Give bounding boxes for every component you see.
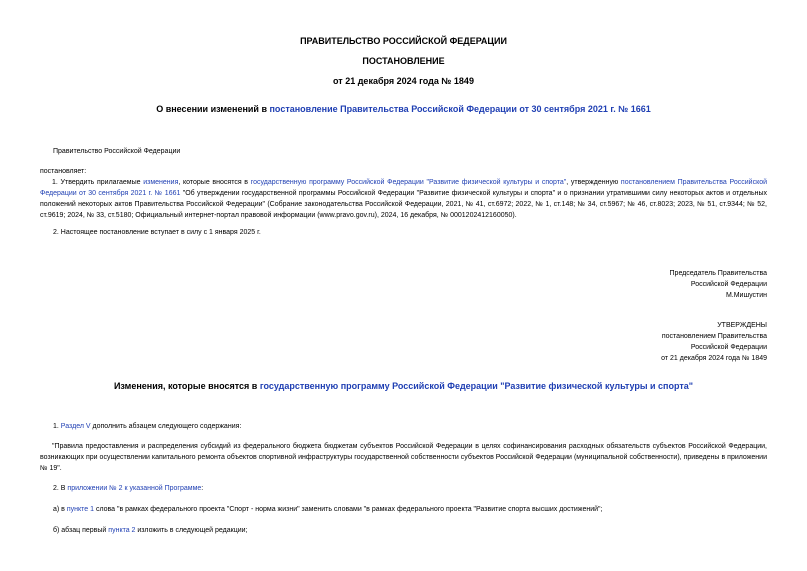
paragraph-1 <box>40 177 767 221</box>
change-2a-prefix: а) в <box>53 506 67 513</box>
p1-text-e: (Собрание законодательства Российской Федерации, 2021, № 41, ст.6972; 2022, № 1, ст.148; № 34, ст.5967; № 46, ст.8023; 2023, № 51, ст.9344; № 52, ст.9619; 2024, № 33, ст.5180; Официальный интернет-портал правовой информации (www.pravo.gov.ru), 2024, 16 декабря, № 0001202412160050). <box>40 201 768 219</box>
change-2a-rest: слова "в рамках федерального проекта "Спорт - норма жизни" заменить словами "в рамках федерального проекта "Развитие спорта высших достижений"; <box>94 506 603 513</box>
change-2-rest: : <box>201 485 204 492</box>
change-1 <box>53 421 241 432</box>
change-2-link[interactable]: приложении № 2 к указанной Программе <box>67 485 202 492</box>
approved-line-3: Российской Федерации <box>690 344 767 351</box>
change-2 <box>53 483 203 494</box>
document-title <box>0 104 807 114</box>
quote-text: "Правила предоставления и распределения субсидий из федерального бюджета бюджетам субъектов Российской Федерации в целях софинансирования расходных обязательств субъектов Российской Федерации, возникающих при осуществлении капитального ремонта объектов спортивной инфраструктуры государственной собственности субъектов Российской Федерации (муниципальной собственности), приведены в приложении № 19". <box>40 443 767 472</box>
p1-text-c: , утвержденную <box>566 179 621 186</box>
change-2a-link[interactable]: пункте 1 <box>66 506 94 513</box>
approved-line-2: постановлением Правительства <box>661 333 767 340</box>
signature-block <box>670 268 767 301</box>
title-link[interactable]: постановление Правительства Российской Федерации от 30 сентября 2021 г. № 1661 <box>269 104 651 114</box>
approved-line-4: от 21 декабря 2024 года № 1849 <box>661 355 767 362</box>
change-2b-link[interactable]: пункта 2 <box>108 527 136 534</box>
change-2b <box>53 525 248 536</box>
title-prefix: О внесении изменений в <box>156 104 270 114</box>
change-2a <box>53 504 602 515</box>
p1-link-resolution[interactable]: постановлением Правительства Российской Федерации от 30 сентября 2021 г. № 1661 <box>40 179 768 197</box>
changes-title <box>0 381 807 391</box>
p1-text-a: 1. Утвердить прилагаемые <box>52 179 144 186</box>
change-2-prefix: 2. В <box>53 485 68 492</box>
paragraph-2: 2. Настоящее постановление вступает в силу с 1 января 2025 г. <box>53 229 261 236</box>
quoted-paragraph <box>40 441 767 474</box>
p1-link-changes[interactable]: изменения <box>143 179 179 186</box>
intro-resolves: постановляет: <box>40 168 87 175</box>
change-1-prefix: 1. <box>53 423 61 430</box>
change-2b-prefix: б) абзац первый <box>53 527 109 534</box>
changes-title-prefix: Изменения, которые вносятся в <box>113 381 260 391</box>
intro-government: Правительство Российской Федерации <box>53 148 181 155</box>
change-1-link[interactable]: Раздел V <box>60 423 91 430</box>
approved-block <box>661 320 767 364</box>
p1-text-d: "Об утверждении государственной программы Российской Федерации "Развитие физической культуры и спорта" и о признании утратившими силу некоторых актов и отдельных положений некоторых актов Правительства Российской Федерации" <box>40 190 767 208</box>
date-number-heading: от 21 декабря 2024 года № 1849 <box>333 76 474 86</box>
signature-line-3: М.Мишустин <box>725 292 767 299</box>
p1-text-b: , которые вносятся в <box>178 179 251 186</box>
p1-link-program[interactable]: государственную программу Российской Федерации "Развитие физической культуры и спорта" <box>250 179 567 186</box>
changes-title-link[interactable]: государственную программу Российской Федерации "Развитие физической культуры и спорта" <box>259 381 694 391</box>
change-2b-rest: изложить в следующей редакции; <box>135 527 248 534</box>
government-heading: ПРАВИТЕЛЬСТВО РОССИЙСКОЙ ФЕДЕРАЦИИ <box>300 36 507 46</box>
signature-line-2: Российской Федерации <box>690 281 767 288</box>
change-1-rest: дополнить абзацем следующего содержания: <box>90 423 242 430</box>
signature-line-1: Председатель Правительства <box>669 270 767 277</box>
doc-type-heading: ПОСТАНОВЛЕНИЕ <box>362 56 445 66</box>
approved-line-1: УТВЕРЖДЕНЫ <box>717 322 767 329</box>
